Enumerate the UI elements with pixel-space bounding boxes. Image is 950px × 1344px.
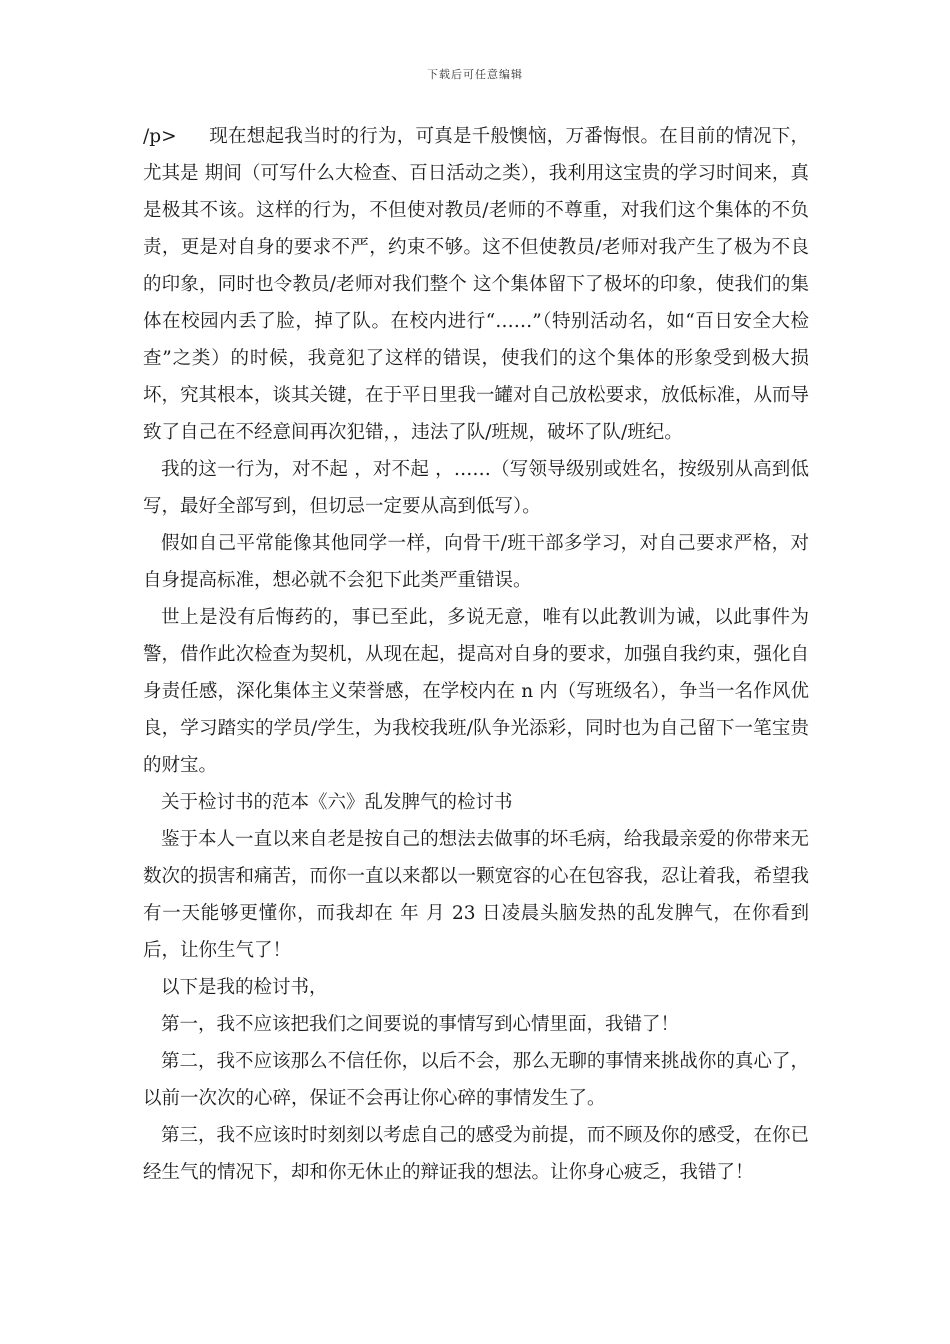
section-title: 关于检讨书的范本《六》乱发脾气的检讨书 xyxy=(161,792,513,813)
page-header: 下载后可任意编辑 xyxy=(427,68,523,81)
document-body xyxy=(143,118,809,1191)
paragraph-intro: 鉴于本人一直以来自老是按自己的想法去做事的坏毛病，给我最亲爱的你带来无数次的损害和痛苦，而你一直以来都以一颗宽容的心在包容我，忍让着我，希望我有一天能够更懂你，而我却在 年 月 23 日凌晨头脑发热的乱发脾气，在你看到后，让你生气了！ xyxy=(143,829,810,961)
stray-tag-text: /p> xyxy=(143,126,177,147)
paragraph-text: 现在想起我当时的行为，可真是千般懊恼，万番悔恨。在目前的情况下，尤其是 期间（可写什么大检查、百日活动之类），我利用这宝贵的学习时间来，真是极其不该。这样的行为，不但使对教员/老师的不尊重，对我们这个集体的不负责，更是对自身的要求不严，约束不够。这不但使教员/老师对我产生了极为不良的印象，同时也令教员/老师对我们整个 这个集体留下了极坏的印象，使我们的集体在校园内丢了脸，掉了队。在校内进行“……”（特别活动名，如“百日安全大检查”之类）的时候，我竟犯了这样的错误，使我们的这个集体的形象受到极大损坏，究其根本，谈其关键，在于平日里我一罐对自己放松要求，放低标准，从而导致了自己在不经意间再次犯错，，违法了队/班规，破坏了队/班纪。 xyxy=(143,126,810,443)
list-item-second: 第二，我不应该那么不信任你，以后不会，那么无聊的事情来挑战你的真心了，以前一次次的心碎，保证不会再让你心碎的事情发生了。 xyxy=(143,1051,809,1109)
paragraph-apology: 我的这一行为，对不起 ，对不起 ，……（写领导级别或姓名，按级别从高到低写，最好全部写到，但切忌一定要从高到低写）。 xyxy=(143,459,809,517)
list-item-first: 第一，我不应该把我们之间要说的事情写到心情里面，我错了！ xyxy=(161,1014,680,1035)
paragraph-reflection: 假如自己平常能像其他同学一样，向骨干/班干部多学习，对自己要求严格，对自身提高标准，想必就不会犯下此类严重错误。 xyxy=(143,533,809,591)
paragraph-lead-in: 以下是我的检讨书， xyxy=(161,977,328,998)
list-item-third: 第三，我不应该时时刻刻以考虑自己的感受为前提，而不顾及你的感受，在你已经生气的情况下，却和你无休止的辩证我的想法。让你身心疲乏，我错了！ xyxy=(143,1125,809,1183)
paragraph-resolution: 世上是没有后悔药的，事已至此，多说无意，唯有以此教训为诫，以此事件为警，借作此次检查为契机，从现在起，提高对自身的要求，加强自我约束，强化自身责任感，深化集体主义荣誉感，在学校内在 n 内（写班级名），争当一名作风优良，学习踏实的学员/学生，为我校我班/队争光添彩，同时也为自己留下一笔宝贵的财宝。 xyxy=(143,607,810,776)
paragraph-regret xyxy=(143,118,809,451)
